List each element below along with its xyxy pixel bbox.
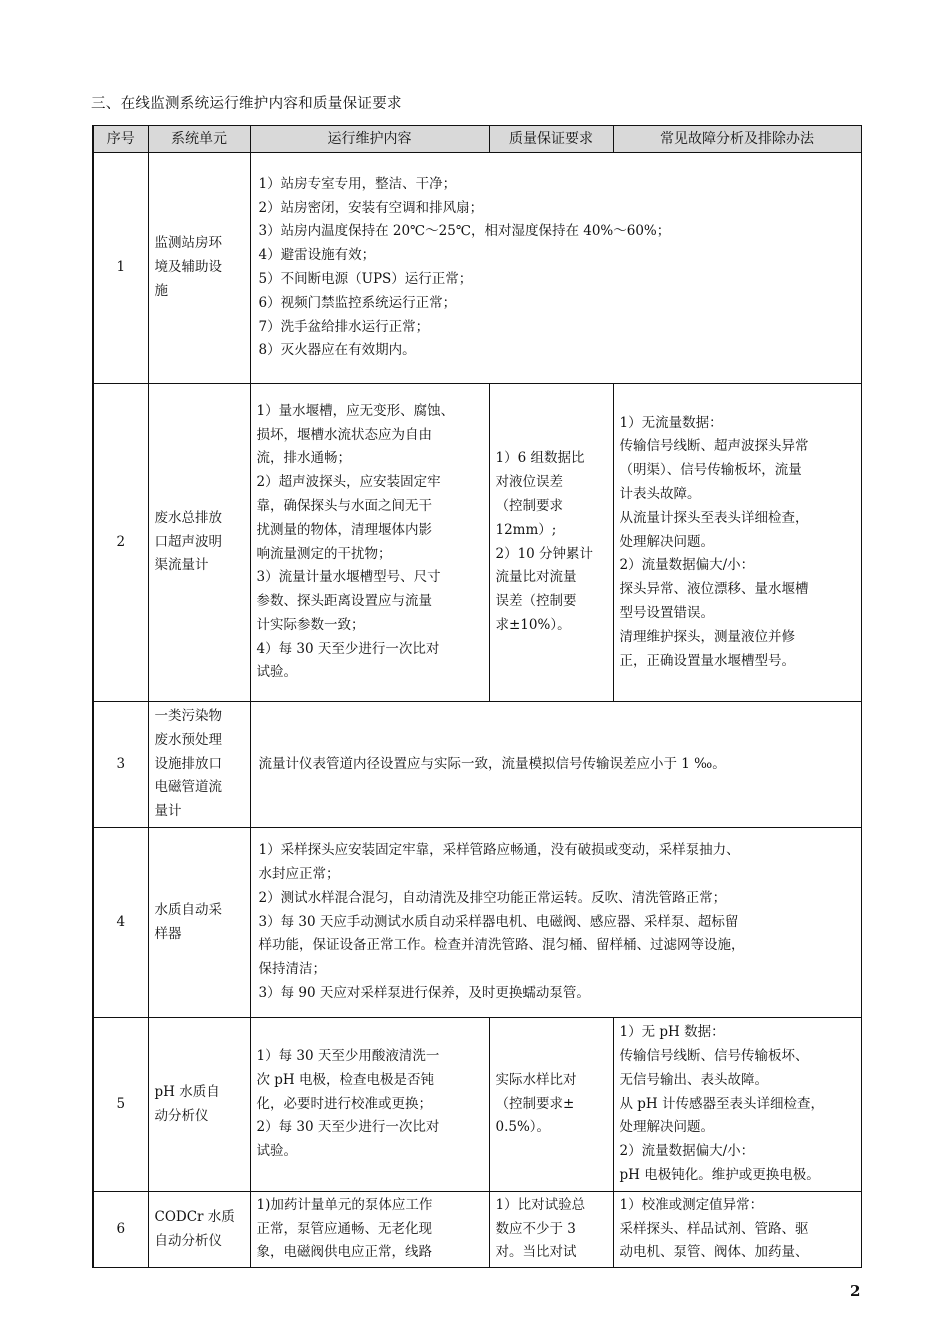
quality-requirement: 1）6 组数据比 对液位误差 （控制要求 12mm）; 2）10 分钟累计 流量比对流量 误差（控制要 求±10%）。 (489, 384, 613, 702)
system-unit: 水质自动采 样器 (148, 828, 250, 1018)
table-row (93, 828, 861, 1018)
maintenance-content: 流量计仪表管道内径设置应与实际一致，流量模拟信号传输误差应小于 1 ‰。 (250, 702, 861, 828)
quality-requirement: 实际水样比对 （控制要求± 0.5%）。 (489, 1018, 613, 1192)
table-row (93, 702, 861, 828)
table-row (93, 153, 861, 384)
section-title: 三、在线监测系统运行维护内容和质量保证要求 (91, 96, 402, 112)
maintenance-content: 1）每 30 天至少用酸液清洗一 次 pH 电极，检查电极是否钝 化，必要时进行校准或更换； 2）每 30 天至少进行一次比对 试验。 (250, 1018, 489, 1192)
system-unit: 废水总排放 口超声波明 渠流量计 (148, 384, 250, 702)
table-row (93, 1192, 861, 1268)
system-unit: CODCr 水质 自动分析仪 (148, 1192, 250, 1268)
fault-analysis: 1）无流量数据： 传输信号线断、超声波探头异常 （明渠）、信号传输板坏，流量 计表头故障。 从流量计探头至表头详细检查， 处理解决问题。 2）流量数据偏大/小： 探头异常、液位漂移、量水堰槽 型号设置错误。 清理维护探头，测量液位并修 正，正确设置量水堰槽型号。 (613, 384, 861, 702)
table-header-row (93, 126, 861, 153)
table-row (93, 384, 861, 702)
row-number: 4 (93, 828, 148, 1018)
table-row (93, 1018, 861, 1192)
header-unit: 系统单元 (148, 126, 250, 153)
system-unit: 监测站房环 境及辅助设 施 (148, 153, 250, 384)
header-qa: 质量保证要求 (489, 126, 613, 153)
page-number: 2 (850, 1282, 861, 1300)
maintenance-content: 1）量水堰槽，应无变形、腐蚀、 损坏，堰槽水流状态应为自由 流，排水通畅； 2）超声波探头，应安装固定牢 靠，确保探头与水面之间无干 扰测量的物体，清理堰体内影 响流量测定的干扰物； 3）流量计量水堰槽型号、尺寸 参数、探头距离设置应与流量 计实际参数一致； 4）每 30 天至少进行一次比对 试验。 (250, 384, 489, 702)
system-unit: pH 水质自 动分析仪 (148, 1018, 250, 1192)
row-number: 6 (93, 1192, 148, 1268)
fault-analysis: 1）校准或测定值异常： 采样探头、样品试剂、管路、驱 动电机、泵管、阀体、加药量、 (613, 1192, 861, 1268)
maintenance-content: 1)加药计量单元的泵体应工作 正常，泵管应通畅、无老化现 象，电磁阀供电应正常，线路 (250, 1192, 489, 1268)
header-content: 运行维护内容 (250, 126, 489, 153)
maintenance-content: 1）站房专室专用，整洁、干净； 2）站房密闭，安装有空调和排风扇； 3）站房内温度保持在 20℃～25℃，相对湿度保持在 40%～60%； 4）避雷设施有效； 5）不间断电源（UPS）运行正常； 6）视频门禁监控系统运行正常； 7）洗手盆给排水运行正常； 8）灭火器应在有效期内。 (250, 153, 861, 384)
maintenance-content: 1）采样探头应安装固定牢靠，采样管路应畅通，没有破损或变动，采样泵抽力、 水封应正常； 2）测试水样混合混匀，自动清洗及排空功能正常运转。反吹、清洗管路正常； 3）每 30 天应手动测试水质自动采样器电机、电磁阀、感应器、采样泵、超标留 样功能，保证设备正常工作。检查并清洗管路、混匀桶、留样桶、过滤网等设施， 保持清洁； 3）每 90 天应对采样泵进行保养，及时更换蠕动泵管。 (250, 828, 861, 1018)
row-number: 5 (93, 1018, 148, 1192)
system-unit: 一类污染物 废水预处理 设施排放口 电磁管道流 量计 (148, 702, 250, 828)
header-fault: 常见故障分析及排除办法 (613, 126, 861, 153)
fault-analysis: 1）无 pH 数据： 传输信号线断、信号传输板坏、 无信号输出、表头故障。 从 pH 计传感器至表头详细检查， 处理解决问题。 2）流量数据偏大/小： pH 电极钝化。维护或更换电极。 (613, 1018, 861, 1192)
row-number: 2 (93, 384, 148, 702)
row-number: 3 (93, 702, 148, 828)
quality-requirement: 1）比对试验总 数应不少于 3 对。当比对试 (489, 1192, 613, 1268)
header-seq: 序号 (93, 126, 148, 153)
row-number: 1 (93, 153, 148, 384)
maintenance-table (92, 125, 862, 1268)
